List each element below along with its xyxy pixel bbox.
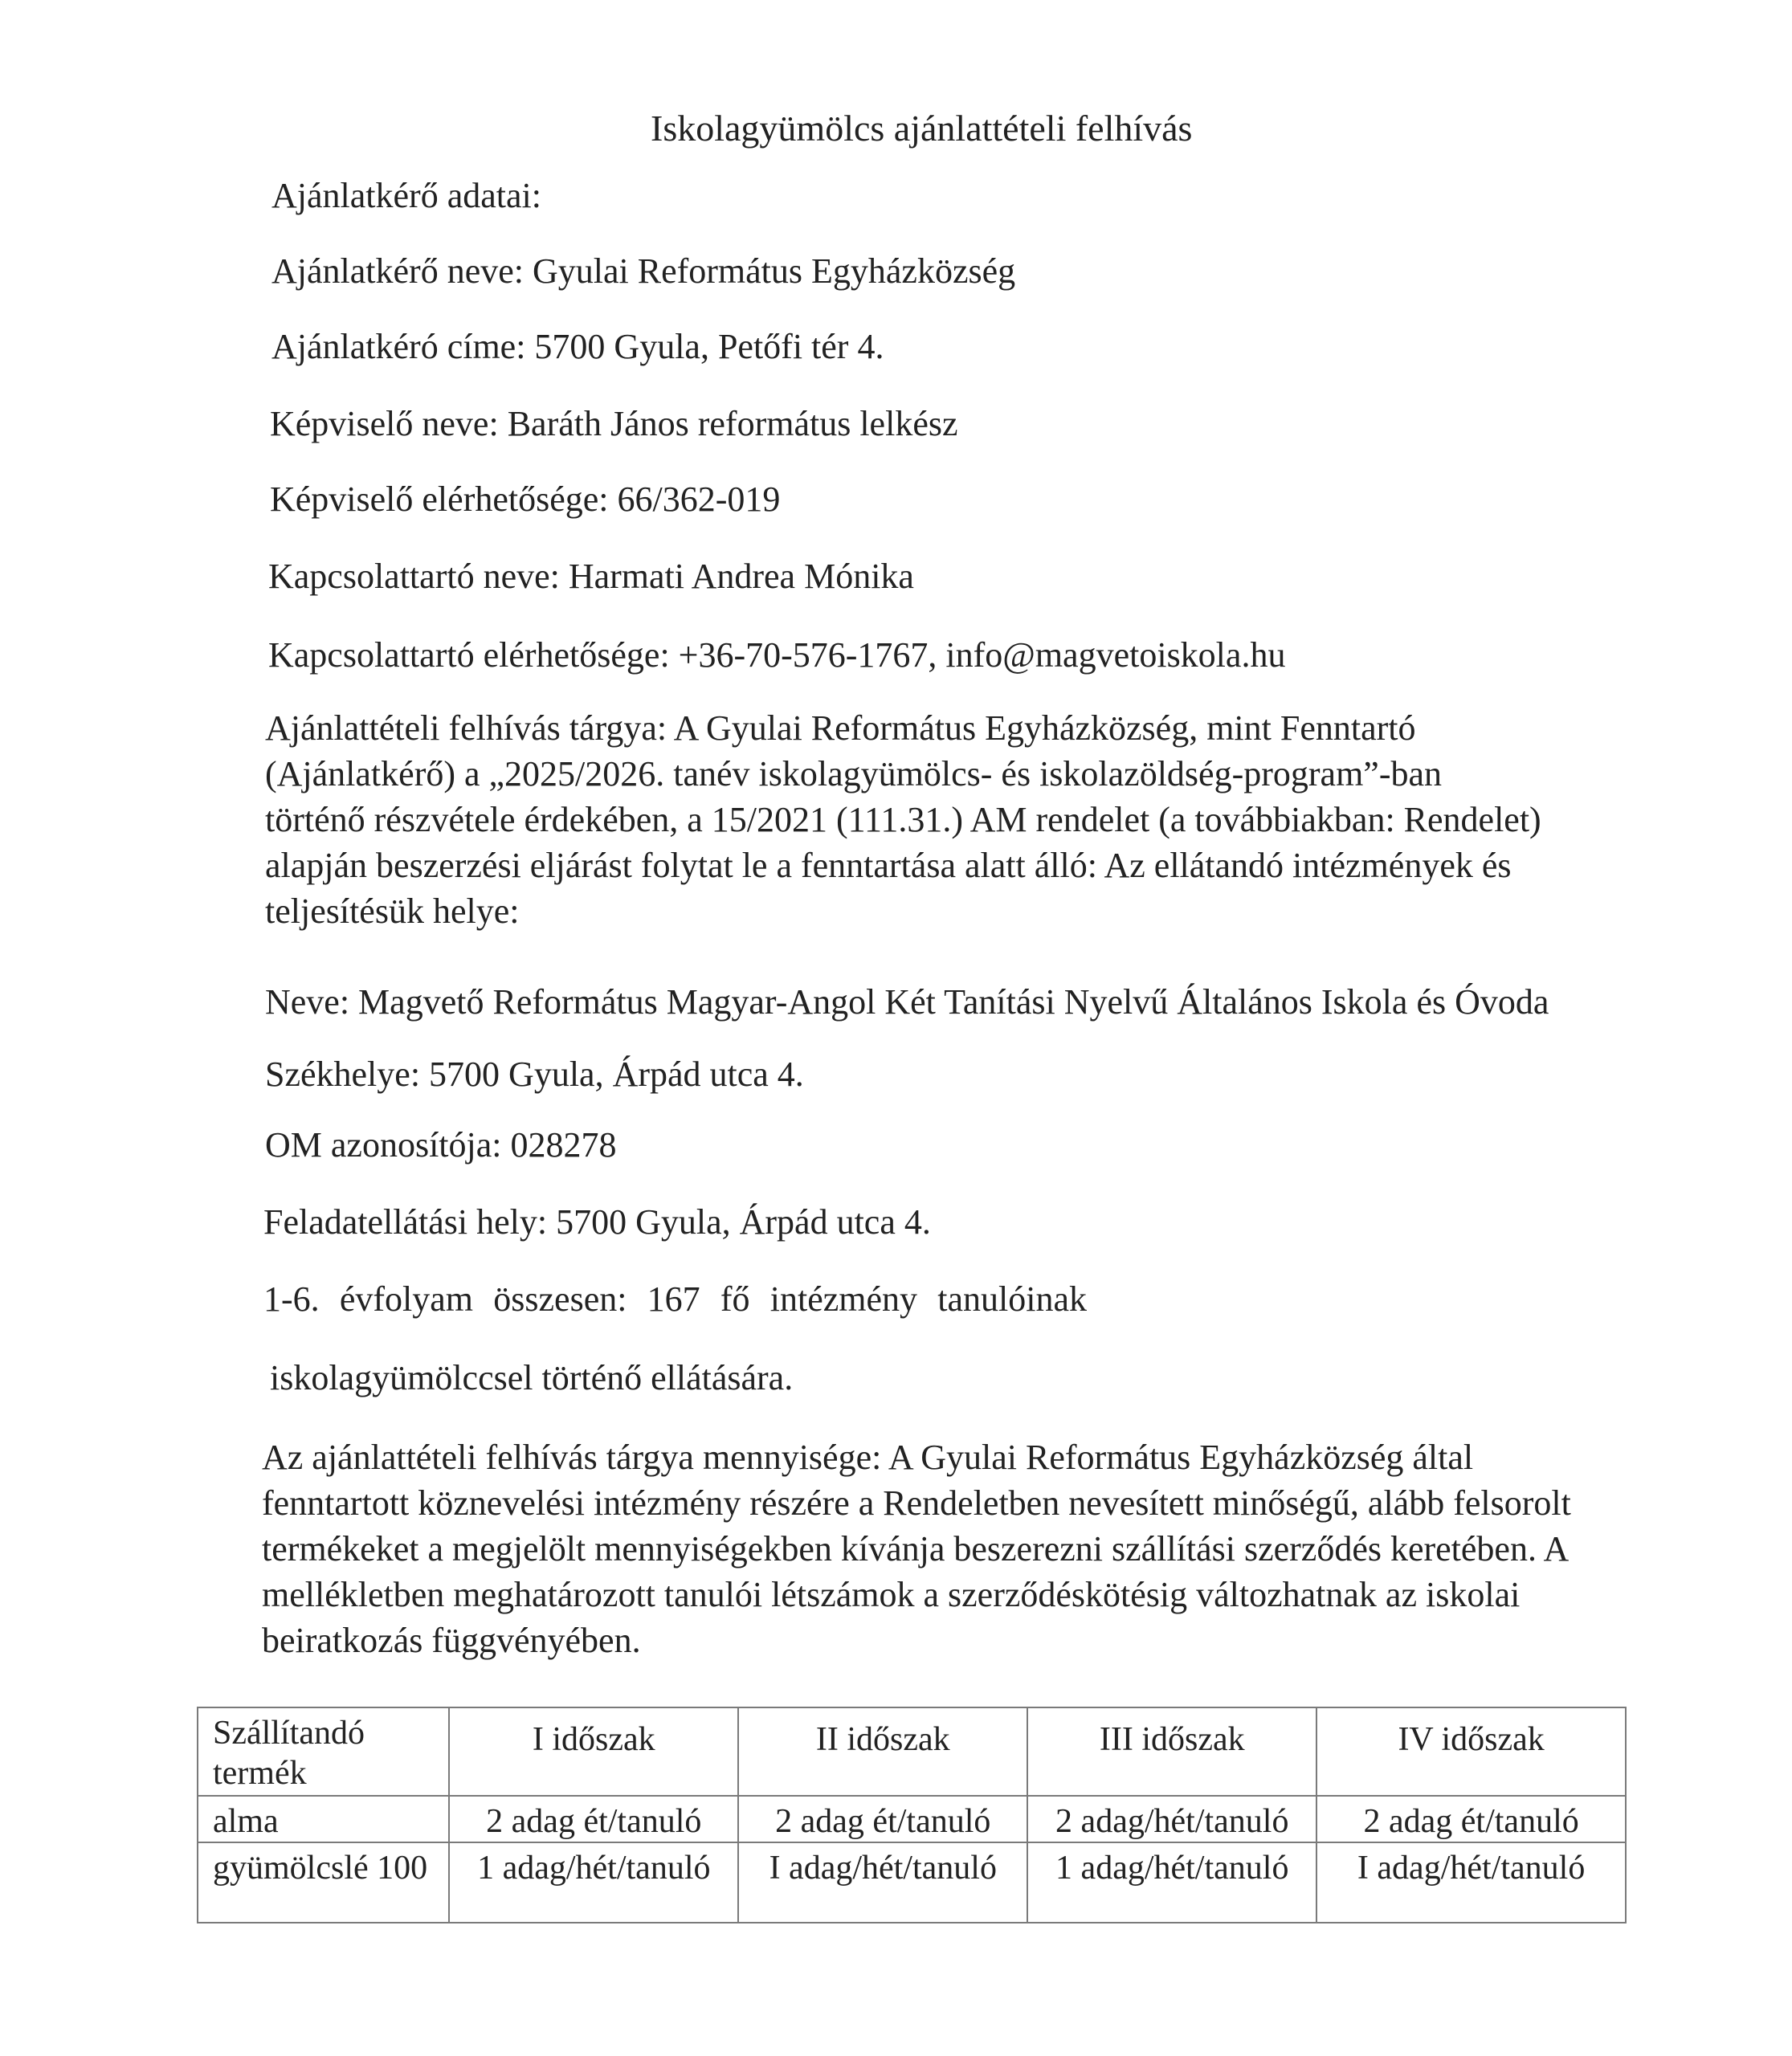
document-title: Iskolagyümölcs ajánlattételi felhívás — [651, 108, 1193, 149]
quantity-line: mellékletben meghatározott tanulói létszámok a szerződéskötésig változhatnak az iskolai — [262, 1575, 1521, 1614]
table-cell: 2 adag ét/tanuló — [738, 1796, 1027, 1842]
table-header-cell: Szállítandó termék — [198, 1707, 449, 1796]
grades-word: tanulóinak — [937, 1279, 1087, 1319]
delivery-table — [197, 1707, 1627, 1923]
table-header-cell: III időszak — [1027, 1707, 1316, 1796]
quantity-line: fenntartott köznevelési intézmény részére a Rendeletben nevesített minőségű, alább felsorolt — [262, 1483, 1571, 1523]
table-header-cell: I időszak — [449, 1707, 738, 1796]
table-row — [198, 1842, 1626, 1923]
contact-details: Kapcsolattartó elérhetősége: +36-70-576-1767, info@magvetoiskola.hu — [268, 635, 1286, 675]
supply-line: iskolagyümölccsel történő ellátására. — [270, 1358, 794, 1397]
om-id: OM azonosítója: 028278 — [265, 1125, 617, 1165]
table-cell: alma — [198, 1796, 449, 1842]
table-cell: 2 adag ét/tanuló — [1316, 1796, 1626, 1842]
subject-line: (Ajánlatkérő) a „2025/2026. tanév iskolagyümölcs- és iskolazöldség-program”-ban — [265, 754, 1442, 793]
contact-name: Kapcsolattartó neve: Harmati Andrea Mónika — [268, 557, 914, 596]
requester-name: Ajánlatkérő neve: Gyulai Református Egyházközség — [271, 251, 1016, 291]
subject-line: történő részvétele érdekében, a 15/2021 (111.31.) AM rendelet (a továbbiakban: Rendelet) — [265, 800, 1541, 839]
service-location: Feladatellátási hely: 5700 Gyula, Árpád utca 4. — [263, 1202, 931, 1242]
grades-word: összesen: — [493, 1279, 627, 1319]
table-cell: gyümölcslé 100 — [198, 1842, 449, 1923]
grades-word: 1-6. — [263, 1279, 320, 1319]
subject-paragraph — [265, 705, 1541, 934]
grades-word: 167 — [647, 1279, 700, 1319]
table-row — [198, 1796, 1626, 1842]
table-cell: I adag/hét/tanuló — [738, 1842, 1027, 1923]
table-header-cell: II időszak — [738, 1707, 1027, 1796]
table-cell: 2 adag ét/tanuló — [449, 1796, 738, 1842]
table-cell: 1 adag/hét/tanuló — [1027, 1842, 1316, 1923]
subject-line: teljesítésük helye: — [265, 891, 520, 931]
representative-name: Képviselő neve: Baráth János református lelkész — [270, 404, 958, 443]
subject-line: Ajánlattételi felhívás tárgya: A Gyulai Református Egyházközség, mint Fenntartó — [265, 708, 1416, 748]
quantity-line: termékeket a megjelölt mennyiségekben kívánja beszerezni szállítási szerződés keretében. A — [262, 1529, 1570, 1569]
representative-contact: Képviselő elérhetősége: 66/362-019 — [270, 479, 781, 519]
requester-address: Ajánlatkéró címe: 5700 Gyula, Petőfi tér 4. — [271, 327, 884, 366]
quantity-line: beiratkozás függvényében. — [262, 1621, 641, 1660]
institution-name: Neve: Magvető Református Magyar-Angol Két Tanítási Nyelvű Általános Iskola és Óvoda — [265, 982, 1549, 1022]
table-cell: 1 adag/hét/tanuló — [449, 1842, 738, 1923]
grades-line — [263, 1279, 1087, 1321]
requester-heading: Ajánlatkérő adatai: — [271, 176, 541, 215]
grades-word: évfolyam — [339, 1279, 474, 1319]
table-cell: I adag/hét/tanuló — [1316, 1842, 1626, 1923]
grades-word: intézmény — [769, 1279, 918, 1319]
institution-seat: Székhelye: 5700 Gyula, Árpád utca 4. — [265, 1055, 804, 1094]
table-header-row — [198, 1707, 1626, 1796]
grades-word: fő — [720, 1279, 750, 1319]
quantity-paragraph — [262, 1434, 1571, 1663]
subject-line: alapján beszerzési eljárást folytat le a fenntartása alatt álló: Az ellátandó intézmények és — [265, 846, 1512, 885]
quantity-line: Az ajánlattételi felhívás tárgya mennyisége: A Gyulai Református Egyházközség által — [262, 1438, 1474, 1477]
table-header-cell: IV időszak — [1316, 1707, 1626, 1796]
table-cell: 2 adag/hét/tanuló — [1027, 1796, 1316, 1842]
